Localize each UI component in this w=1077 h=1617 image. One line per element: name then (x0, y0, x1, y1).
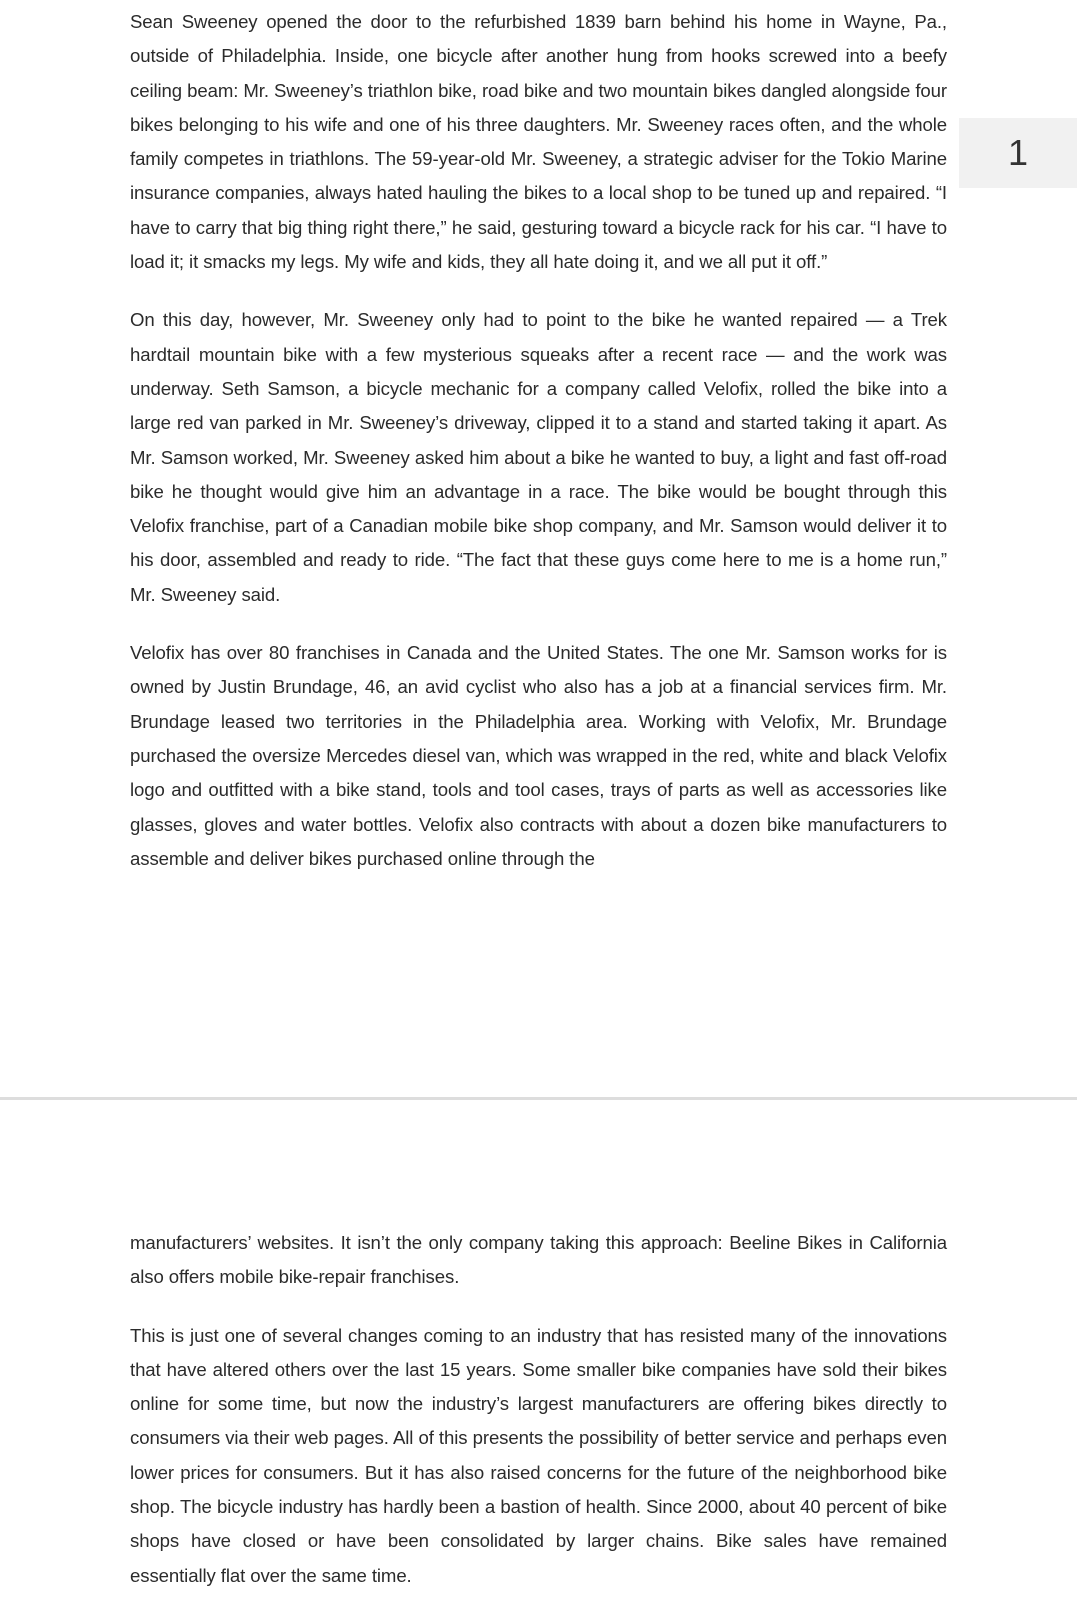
page-2-content (130, 1226, 947, 1617)
paragraph: Sean Sweeney opened the door to the refurbished 1839 barn behind his home in Wayne, Pa., outside of Philadelphia. Inside, one bicycle after another hung from hooks screwed into a beefy ceiling beam: Mr. Sweeney’s triathlon bike, road bike and two mountain bikes dangled alongside four bikes belonging to his wife and one of his three daughters. Mr. Sweeney races often, and the whole family competes in triathlons. The 59-year-old Mr. Sweeney, a strategic adviser for the Tokio Marine insurance companies, always hated hauling the bikes to a local shop to be tuned up and repaired. “I have to carry that big thing right there,” he said, gesturing toward a bicycle rack for his car. “I have to load it; it smacks my legs. My wife and kids, they all hate doing it, and we all put it off.” (130, 11, 947, 273)
paragraph: On this day, however, Mr. Sweeney only had to point to the bike he wanted repaired — a Trek hardtail mountain bike with a few mysterious squeaks after a recent race — and the work was underway. Seth Samson, a bicycle mechanic for a company called Velofix, rolled the bike into a large red van parked in Mr. Sweeney’s driveway, clipped it to a stand and started taking it apart. As Mr. Samson worked, Mr. Sweeney asked him about a bike he wanted to buy, a light and fast off-road bike he thought would give him an advantage in a race. The bike would be bought through this Velofix franchise, part of a Canadian mobile bike shop company, and Mr. Samson would deliver it to his door, assembled and ready to ride. “The fact that these guys come here to me is a home run,” Mr. Sweeney said. (130, 309, 947, 605)
page-number-badge: 1 (959, 118, 1077, 188)
paragraph: Velofix has over 80 franchises in Canada and the United States. The one Mr. Samson works for is owned by Justin Brundage, 46, an avid cyclist who also has a job at a financial services firm. Mr. Brundage leased two territories in the Philadelphia area. Working with Velofix, Mr. Brundage purchased the oversize Mercedes diesel van, which was wrapped in the red, white and black Velofix logo and outfitted with a bike stand, tools and tool cases, trays of parts as well as accessories like glasses, gloves and water bottles. Velofix also contracts with about a dozen bike manufacturers to assemble and deliver bikes purchased online through the (130, 642, 947, 869)
page-1-content (130, 5, 947, 900)
paragraph: manufacturers’ websites. It isn’t the only company taking this approach: Beeline Bikes in California also offers mobile bike-repair franchises. (130, 1232, 947, 1288)
page-divider (0, 1097, 1077, 1100)
paragraph: This is just one of several changes coming to an industry that has resisted many of the innovations that have altered others over the last 15 years. Some smaller bike companies have sold their bikes online for some time, but now the industry’s largest manufacturers are offering bikes directly to consumers via their web pages. All of this presents the possibility of better service and perhaps even lower prices for consumers. But it has also raised concerns for the future of the neighborhood bike shop. The bicycle industry has hardly been a bastion of health. Since 2000, about 40 percent of bike shops have closed or have been consolidated by larger chains. Bike sales have remained essentially flat over the same time. (130, 1324, 947, 1586)
